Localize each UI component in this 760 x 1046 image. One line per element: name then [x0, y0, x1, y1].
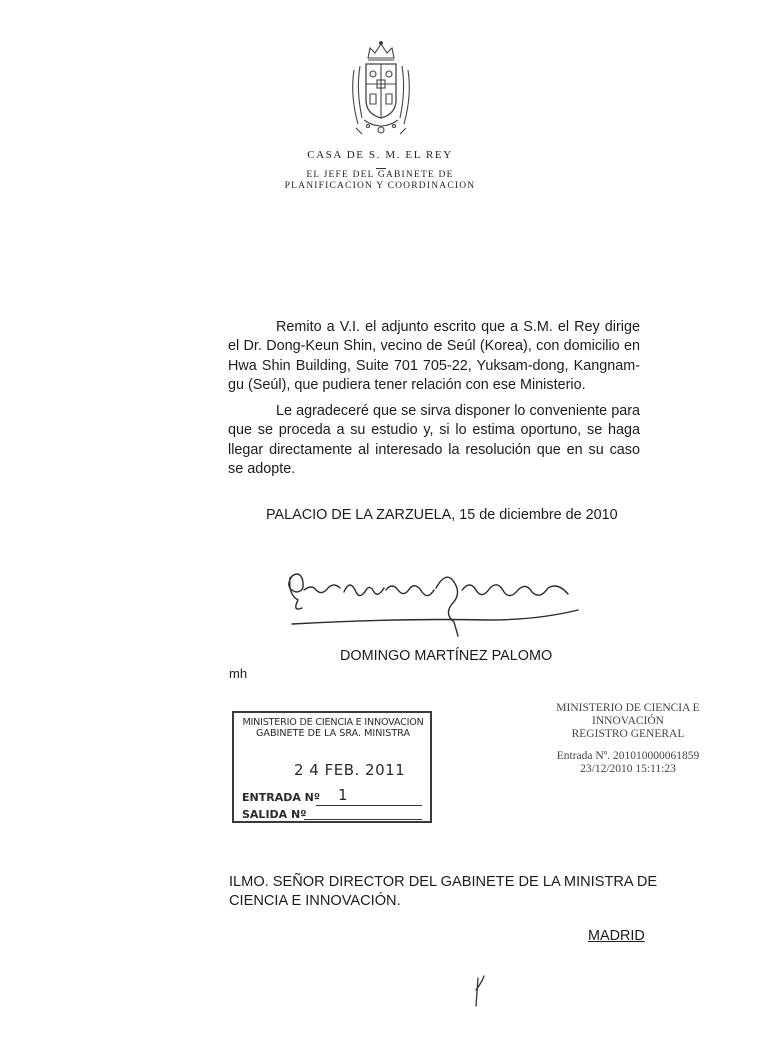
registry-entry-datetime: 23/12/2010 15:11:23	[580, 763, 676, 775]
registry-entry-number: Entrada Nº. 201010000061859	[556, 750, 700, 762]
letterhead-org: CASA DE S. M. EL REY	[307, 149, 453, 161]
signature-icon	[278, 548, 598, 638]
rubber-stamp-salida-label: SALIDA Nº	[242, 808, 307, 821]
addressee-city: MADRID	[588, 928, 645, 944]
registry-stamp-line1: MINISTERIO DE CIENCIA E	[556, 702, 700, 714]
rubber-stamp-entrada-line	[316, 805, 422, 806]
royal-crest-icon	[346, 40, 416, 140]
registry-stamp-line3: REGISTRO GENERAL	[571, 728, 685, 740]
registry-stamp-line2: INNOVACIÓN	[592, 715, 664, 727]
rubber-stamp-salida-line	[304, 819, 422, 820]
rubber-stamp-line2: GABINETE DE LA SRA. MINISTRA	[255, 728, 411, 739]
addressee-line2: CIENCIA E INNOVACIÓN.	[229, 893, 401, 909]
rubber-stamp-entrada-value: 1	[338, 786, 348, 804]
body-paragraph-1-text: Remito a V.I. el adjunto escrito que a S.M. el Rey dirige el Dr. Dong-Keun Shin, vecino de Seúl (Korea), con domicilio en Hwa Shin Building, Suite 701 705-22, Yuksam-dong, Kangnam-gu (Seúl), que pudiera tener relación con ese Ministerio.	[228, 319, 640, 393]
rubber-stamp	[232, 711, 432, 823]
place-date: PALACIO DE LA ZARZUELA, 15 de diciembre de 2010	[266, 507, 618, 523]
body-paragraph-2	[228, 402, 640, 479]
letterhead-divider	[376, 168, 386, 169]
typist-initials: mh	[229, 666, 248, 681]
rubber-stamp-entrada-label: ENTRADA Nº	[242, 791, 321, 804]
body-paragraph-2-text: Le agradeceré que se sirva disponer lo conveniente para que se proceda a su estudio y, si lo estima oportuno, se haga llegar directamente al interesado la resolución que en su caso se adopte.	[228, 403, 640, 477]
letterhead-office-line1: EL JEFE DEL GABINETE DE	[306, 170, 454, 180]
body-paragraph-1	[228, 318, 640, 395]
page-mark-icon	[464, 972, 494, 1012]
rubber-stamp-line1: MINISTERIO DE CIENCIA E INNOVACION	[242, 717, 424, 728]
rubber-stamp-date: 2 4 FEB. 2011	[294, 761, 406, 779]
addressee-line1: ILMO. SEÑOR DIRECTOR DEL GABINETE DE LA MINISTRA DE	[229, 874, 658, 890]
signer-name: DOMINGO MARTÍNEZ PALOMO	[340, 648, 553, 664]
letterhead-office-line2: PLANIFICACION Y COORDINACION	[284, 181, 476, 191]
